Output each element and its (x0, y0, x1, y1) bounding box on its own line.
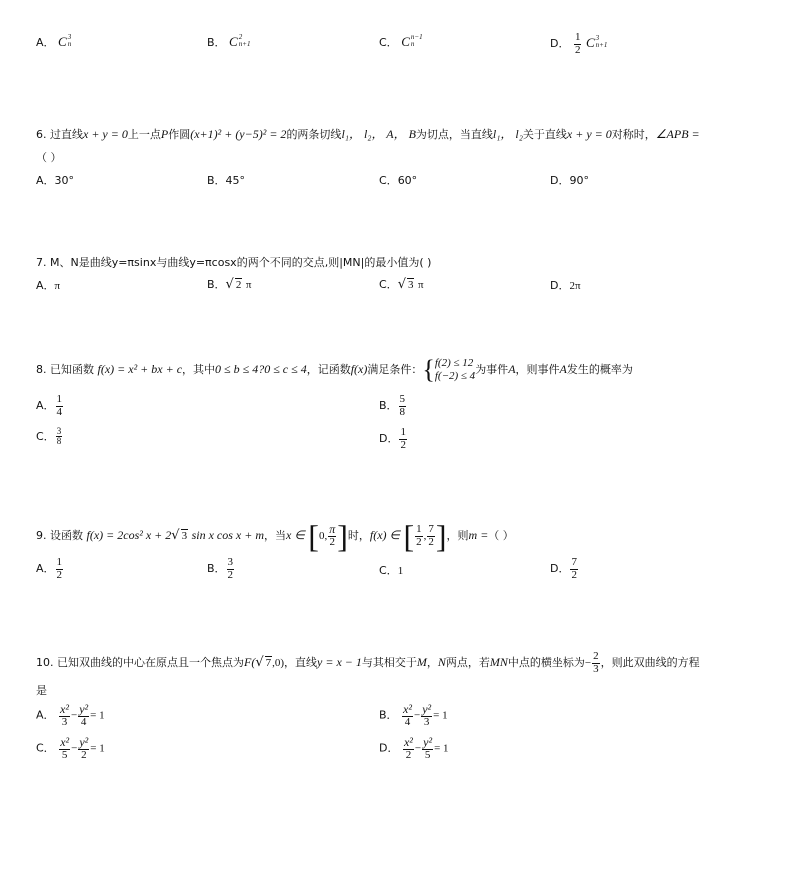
q6-stem-line2: （ ） (36, 151, 62, 164)
q5-option-c[interactable]: C． C n−1 n (379, 33, 423, 49)
q7-option-a[interactable]: A．π (36, 279, 61, 292)
q9-option-d[interactable]: D． $\frac{7}{2}$ (550, 556, 577, 581)
q9-option-a[interactable]: A． $\frac{1}{2}$ (36, 556, 63, 581)
q9-option-c[interactable]: C．1 (379, 564, 404, 577)
q6-option-d[interactable]: D．90° (550, 174, 589, 187)
combination-expression: C 3 n+1 (585, 34, 608, 51)
q7-option-b[interactable]: B．√ 2 π (207, 277, 252, 292)
q10-option-c[interactable]: C． $\frac{\text{x²}}{5}$ − $\frac{\text{y²}}{2}$ = 1 (36, 735, 105, 761)
q6-option-b[interactable]: B．45° (207, 174, 246, 187)
q10-option-a[interactable]: A． $\frac{\text{x²}}{3}$ − $\frac{\text{y²}}{4}$ = 1 (36, 702, 105, 728)
q8-option-b[interactable]: B． $\frac{5}{8}$ (379, 393, 406, 418)
q7-stem: 7. M、N是曲线y=πsinx与曲线y=πcosx的两个不同的交点,则|MN|的最小值为( ) (36, 256, 432, 269)
q5-option-b[interactable]: B． C 2 n+1 (207, 33, 251, 49)
q6-stem: 6. 过直线x + y = 0上一点P作圆(x+1)² + (y−5)² = 2的两条切线l₁， l₂， A， B为切点，当直线l₁， l₂关于直线x + y = 0对称时，∠APB = (36, 127, 700, 141)
combination-expression: C 2 n+1 (229, 33, 251, 49)
q6-option-a[interactable]: A．30° (36, 174, 75, 187)
q7-option-c[interactable]: C．√ 3 π (379, 277, 424, 292)
combination-expression: C 3 n (58, 33, 72, 49)
q10-option-d[interactable]: D． $\frac{\text{x²}}{2}$ − $\frac{\text{y²}}{5}$ = 1 (379, 735, 449, 761)
combination-expression: C n−1 n (401, 33, 423, 49)
q9-option-b[interactable]: B． $\frac{3}{2}$ (207, 556, 234, 581)
q10-stem-line2: 是 (36, 684, 47, 697)
q8-option-a[interactable]: A． $\frac{1}{4}$ (36, 393, 63, 418)
q8-option-d[interactable]: D． $\frac{1}{2}$ (379, 426, 406, 451)
q7-option-d[interactable]: D．2π (550, 279, 581, 292)
q8-stem: 8. 已知函数 f(x) = x² + bx + c，其中0 ≤ b ≤ 4?0 ≤ c ≤ 4，记函数f(x)满足条件：{ f(2) ≤ 12 f(−2) ≤ 4 为事件A，则事件A发生的概率为 (36, 355, 633, 384)
q8-option-c[interactable]: C． $\frac{3}{8}$ (36, 426, 62, 447)
q5-option-a[interactable]: A． C 3 n (36, 33, 72, 49)
q5-option-d[interactable]: D． $\frac{1}{2}$ C 3 n+1 (550, 31, 608, 56)
q6-option-c[interactable]: C．60° (379, 174, 418, 187)
q9-stem: 9. 设函数 f(x) = 2cos² x + 2√ 3 sin x cos x + m，当x ∈ [0, $\frac{\pi}{2}$ ]时，f(x) ∈ [ $\frac{1}{2}$ , $\frac{7}{2}$ ]，则m =（ ） (36, 518, 514, 554)
q10-option-b[interactable]: B． $\frac{\text{x²}}{4}$ − $\frac{\text{y²}}{3}$ = 1 (379, 702, 448, 728)
condition-system: f(2) ≤ 12 f(−2) ≤ 4 (434, 357, 476, 382)
q10-stem: 10. 已知双曲线的中心在原点且一个焦点为F(√ 7,0)，直线y = x − 1与其相交于M，N两点，若MN中点的横坐标为− $\frac{2}{3}$ ，则此双曲线的方程 (36, 650, 700, 675)
fraction: $\frac{1}{2}$ (574, 31, 581, 56)
